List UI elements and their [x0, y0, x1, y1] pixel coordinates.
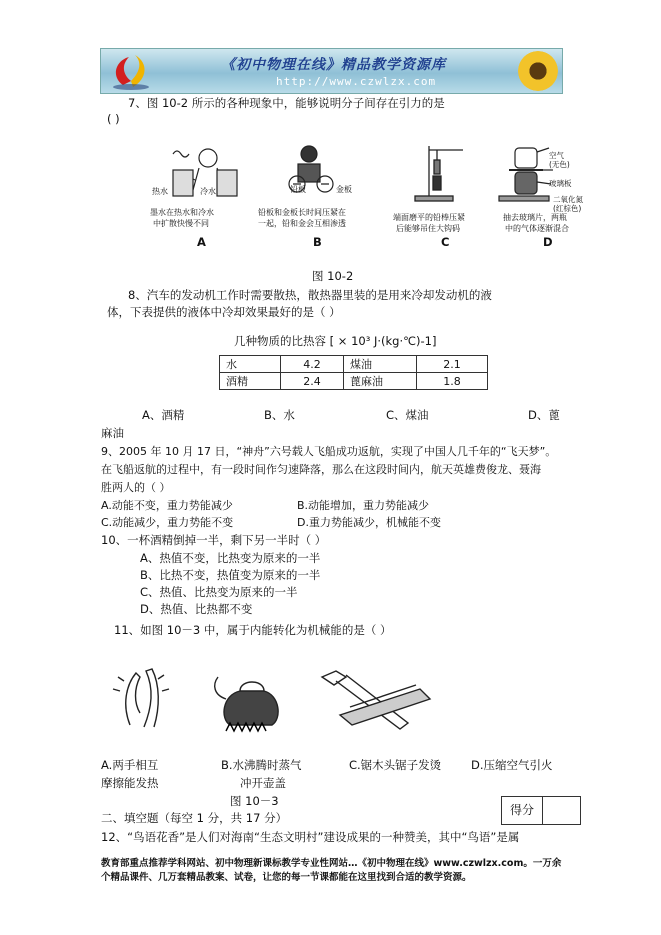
sunflower-icon: [518, 51, 558, 91]
fig-a-caption-2: 中扩散快慢不同: [153, 219, 209, 228]
q10-stem: 10、一杯酒精倒掉一半，剩下另一半时（ ）: [101, 533, 327, 547]
fig-c-letter: C: [441, 235, 450, 249]
table-cell: 蓖麻油: [344, 373, 417, 390]
q9-stem-line2: 在飞船返航的过程中，有一段时间作匀速降落，那么在这段时间内，航天英雄费俊龙、聂海: [101, 463, 541, 476]
fig-c-drawing: [415, 146, 463, 201]
fig-a-label-cold: 冷水: [200, 187, 216, 196]
hands-rubbing-drawing: [113, 669, 169, 727]
q9-option-a: A.动能不变，重力势能减少: [101, 499, 233, 512]
q11-option-c: C.锯木头锯子发烫: [349, 758, 442, 772]
q8-option-c: C、煤油: [386, 408, 429, 422]
fig-b-caption-1: 铅板和金板长时间压紧在: [258, 208, 346, 217]
q11-stem: 11、如图 10－3 中，属于内能转化为机械能的是（ ）: [114, 623, 392, 637]
q10-option-d: D、热值、比热都不变: [140, 602, 253, 616]
table-cell: 2.4: [281, 373, 344, 390]
table-cell: 1.8: [417, 373, 488, 390]
table-cell: 煤油: [344, 356, 417, 373]
score-label: 得分: [502, 797, 543, 824]
fig-10-2-title: 图 10-2: [312, 269, 354, 283]
q8-option-b: B、水: [264, 408, 295, 422]
q9-stem-line3: 胜两人的（ ）: [101, 481, 171, 494]
fig-a-letter: A: [197, 235, 206, 249]
q8-table-title: 几种物质的比热容 [ × 10³ J·(kg·℃)-1]: [234, 334, 437, 348]
q10-option-c: C、热值、比热变为原来的一半: [140, 585, 298, 599]
table-cell: 2.1: [417, 356, 488, 373]
fig-c-caption-1: 端面磨平的铅棒压紧: [393, 213, 465, 222]
saw-wood-drawing: [322, 671, 430, 729]
fig-10-3-title: 图 10－3: [230, 794, 279, 808]
footer-line2: 个精品课件、几万套精品教案、试卷，让您的每一节课都能在这里找到合适的教学资源。: [101, 872, 472, 883]
fig-a-label-hot: 热水: [152, 187, 168, 196]
section-2-heading: 二、填空题（每空 1 分，共 17 分）: [101, 811, 288, 825]
q8-stem-line1: 8、汽车的发动机工作时需要散热，散热器里装的是用来冷却发动机的液: [128, 288, 492, 302]
q8-option-d-cont: 麻油: [101, 426, 124, 440]
fig-d-caption-2: 中的气体逐渐混合: [505, 224, 569, 233]
q11-option-b-line2: 冲开壶盖: [240, 776, 286, 790]
q8-option-a: A、酒精: [142, 408, 185, 422]
figure-10-3: [100, 655, 460, 745]
kettle-drawing: [215, 677, 278, 731]
fig-c-caption-2: 后能够吊住大钩码: [396, 224, 460, 233]
fig-d-label-no2: 二氧化氮: [553, 195, 583, 204]
score-box: [501, 796, 581, 825]
header-banner: [100, 48, 563, 94]
table-row: [220, 373, 488, 390]
q10-option-b: B、比热不变，热值变为原来的一半: [140, 568, 321, 582]
q9-option-c: C.动能减少，重力势能不变: [101, 516, 234, 529]
fig-a-caption-1: 墨水在热水和冷水: [150, 208, 214, 217]
fig-d-caption-1: 抽去玻璃片，两瓶: [503, 213, 567, 222]
table-cell: 酒精: [220, 373, 281, 390]
q7-stem-line1: 7、图 10-2 所示的各种现象中，能够说明分子间存在引力的是: [128, 96, 445, 110]
fig-b-label-gold: 金板: [336, 185, 352, 194]
q11-option-a-line1: A.两手相互: [101, 758, 159, 772]
q7-stem-line2: ( ): [107, 112, 120, 126]
q9-option-b: B.动能增加，重力势能减少: [297, 499, 430, 512]
footer-line1: 教育部重点推荐学科网站、初中物理新课标教学专业性网站…《初中物理在线》www.czwlzx.com。一万余: [101, 858, 562, 869]
table-row: [220, 356, 488, 373]
banner-title: 《初中物理在线》精品教学资源库: [221, 57, 446, 73]
fig-d-drawing: [499, 148, 553, 201]
specific-heat-table: [219, 355, 488, 390]
q11-option-a-line2: 摩擦能发热: [101, 776, 159, 790]
fig-b-caption-2: 一起，铅和金会互相渗透: [258, 219, 346, 228]
q10-option-a: A、热值不变，比热变为原来的一半: [140, 551, 321, 565]
table-cell: 水: [220, 356, 281, 373]
fig-b-label-lead: 铅板: [290, 185, 306, 194]
fig-b-letter: B: [313, 235, 322, 249]
q9-stem-line1: 9、2005 年 10 月 17 日，“神舟”六号载人飞船成功返航，实现了中国人几千年的“飞天梦”。: [101, 445, 557, 458]
q11-option-d: D.压缩空气引火: [471, 758, 553, 772]
fig-d-label-reddish: (红棕色): [553, 204, 582, 213]
logo-icon: [105, 51, 165, 91]
q8-stem-line2: 体，下表提供的液体中冷却效果最好的是（ ）: [107, 305, 341, 319]
q12-stem-line1: 12、“鸟语花香”是人们对海南“生态文明村”建设成果的一种赞美，其中“鸟语”是属: [101, 830, 520, 844]
fig-d-label-colorless: (无色): [549, 160, 570, 169]
fig-d-label-glass: 玻璃板: [549, 179, 572, 188]
q11-option-b-line1: B.水沸腾时蒸气: [221, 758, 302, 772]
q9-option-d: D.重力势能减少，机械能不变: [297, 516, 441, 529]
fig-d-letter: D: [543, 235, 553, 249]
table-cell: 4.2: [281, 356, 344, 373]
q8-option-d: D、蓖: [528, 408, 560, 422]
banner-url: http://www.czwlzx.com: [276, 75, 437, 88]
fig-d-label-air: 空气: [549, 151, 564, 160]
